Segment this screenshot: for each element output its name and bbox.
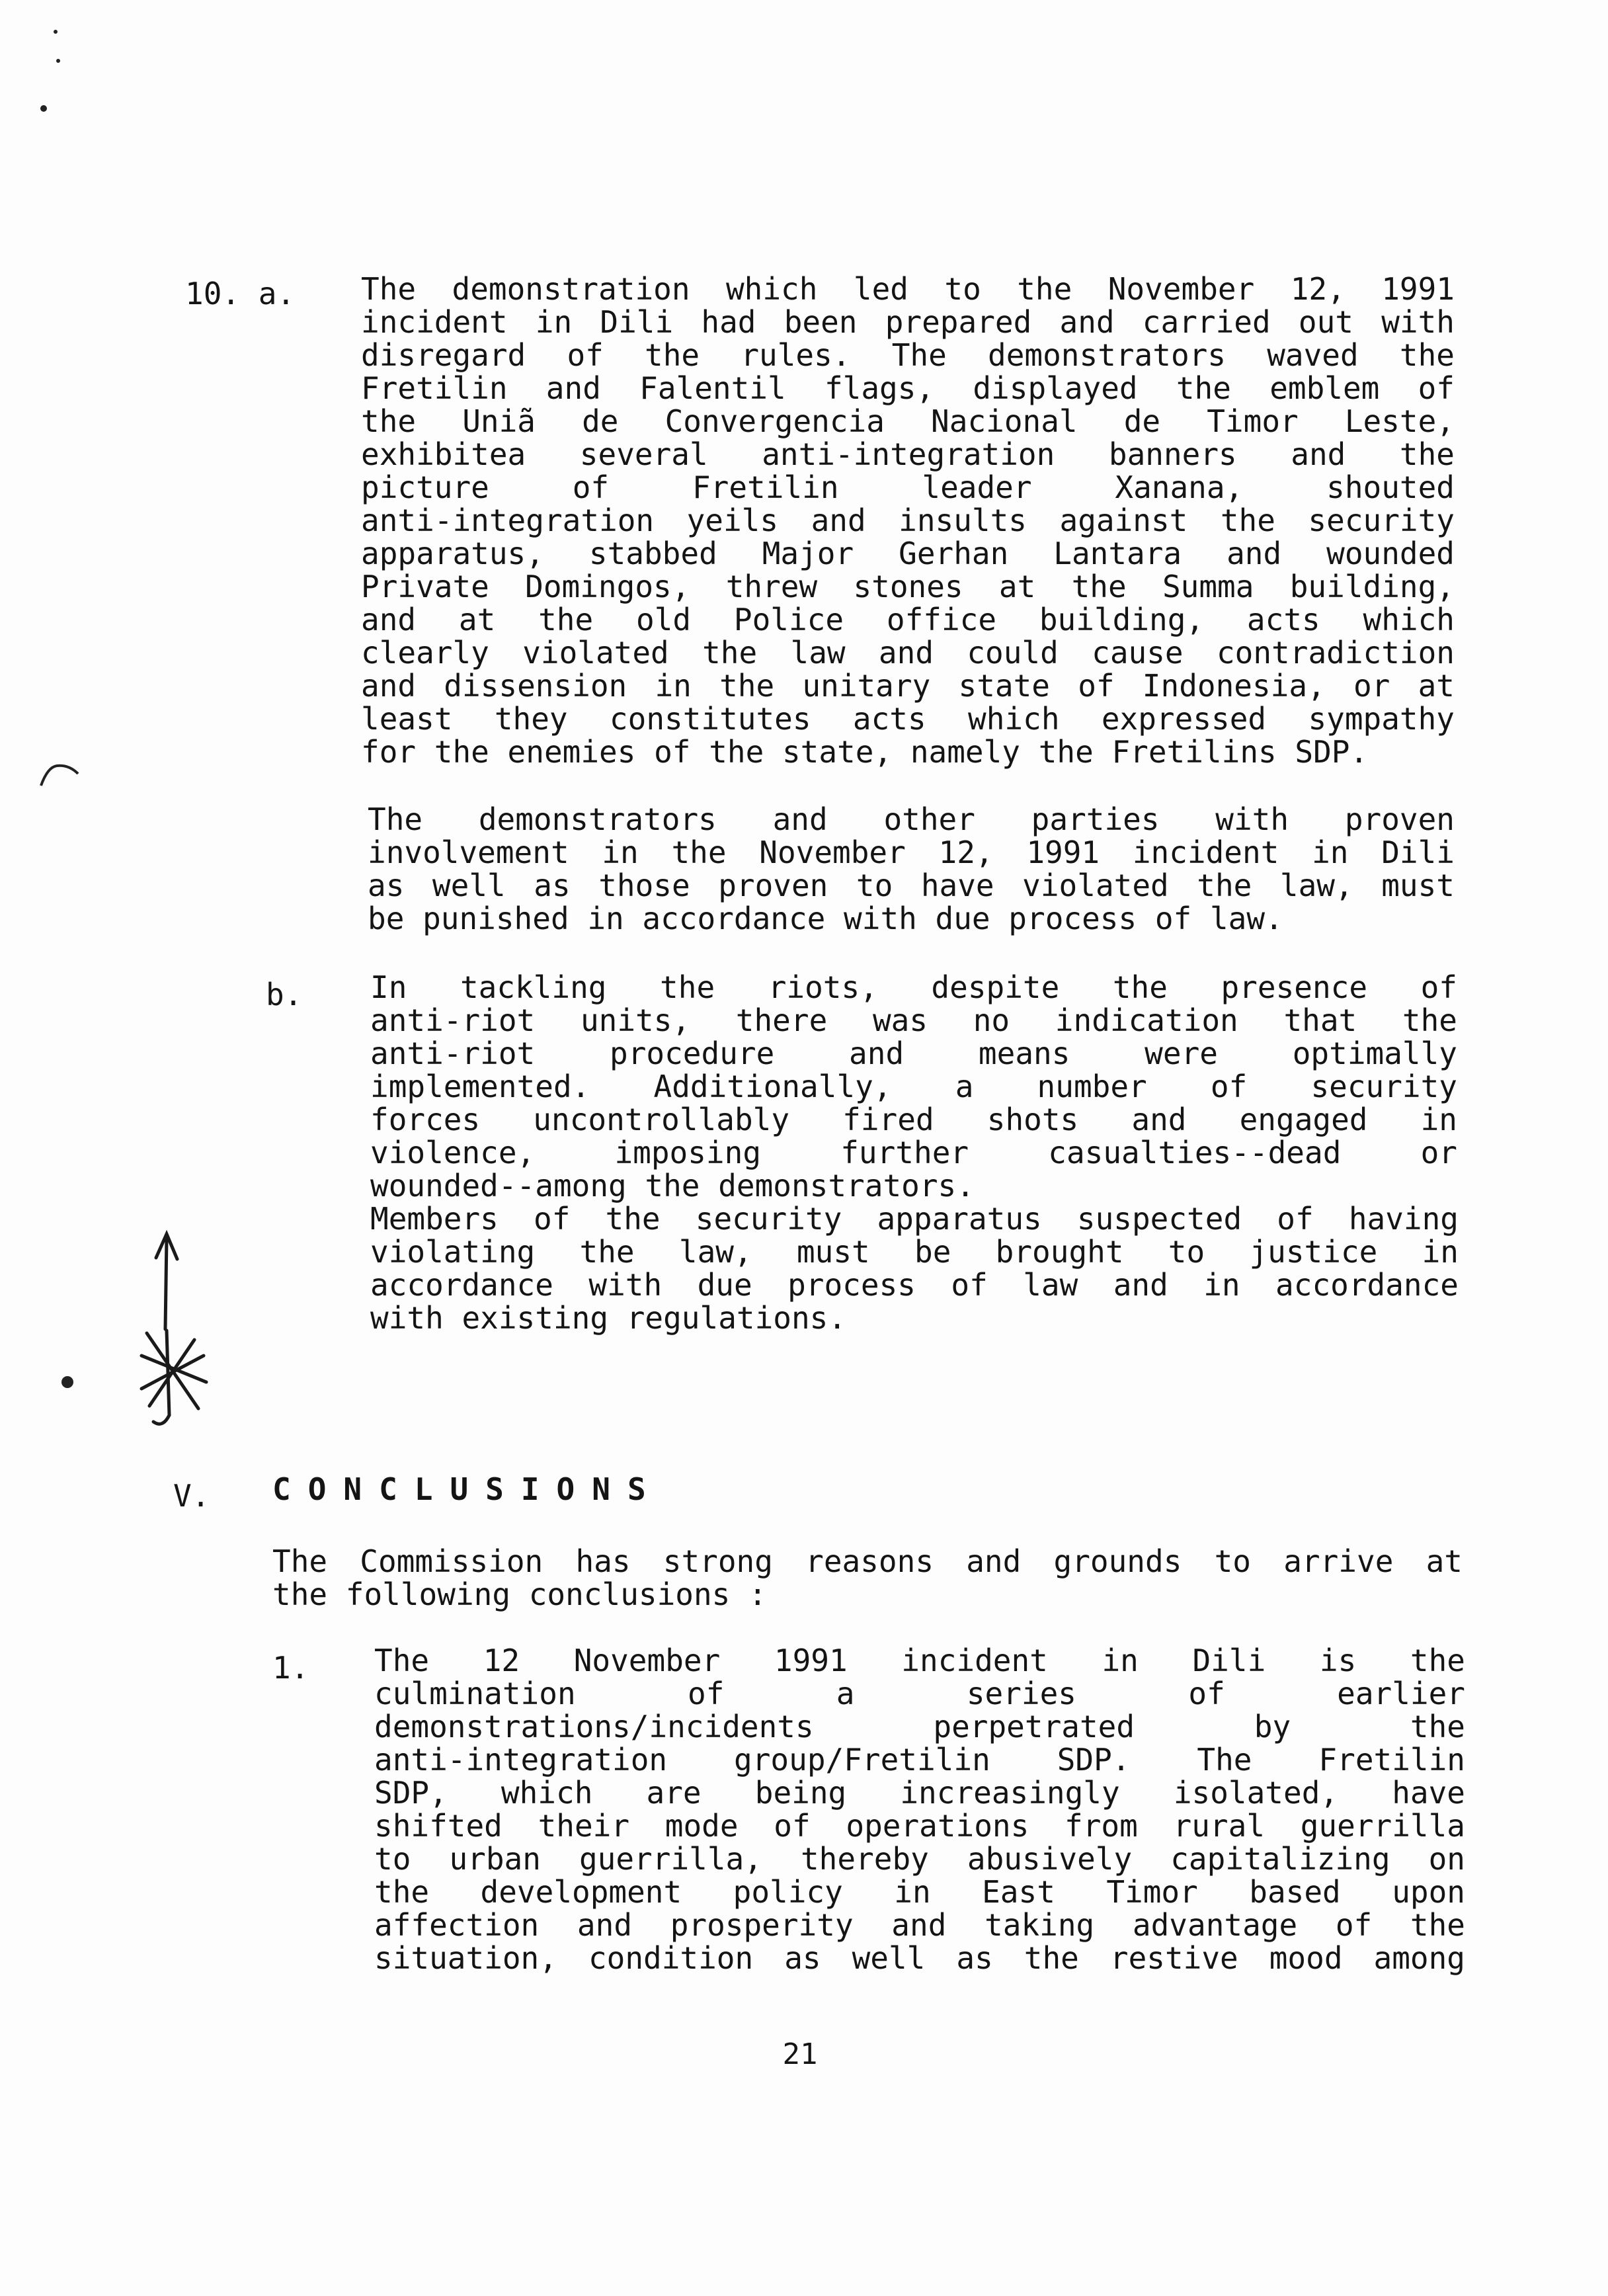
section-number-label: 10. a.: [185, 276, 296, 311]
text-line: clearly violated the law and could cause contradiction: [361, 635, 1455, 671]
text-line: apparatus, stabbed Major Gerhan Lantara and wounded: [361, 536, 1455, 571]
text-line: as well as those proven to have violated the law, must: [368, 868, 1455, 903]
text-line: accordance with due process of law and in accordance: [370, 1267, 1459, 1303]
asterisk-mark: [141, 1331, 206, 1424]
page-number: 21: [782, 2037, 818, 2071]
text-line: culmination of a series of earlier: [374, 1676, 1465, 1711]
text-line: Members of the security apparatus suspected of having: [370, 1201, 1459, 1237]
text-line: In tackling the riots, despite the presence of: [370, 969, 1457, 1005]
text-line: picture of Fretilin leader Xanana, shouted: [361, 470, 1455, 505]
text-line: to urban guerrilla, thereby abusively capitalizing on: [374, 1841, 1465, 1877]
text-line: with existing regulations.: [370, 1300, 847, 1336]
text-line: least they constitutes acts which expressed sympathy: [361, 701, 1455, 737]
paragraph-10a-continued: [368, 803, 1455, 935]
dot-marks: [40, 30, 73, 1388]
text-line: the Uniã de Convergencia Nacional de Timor Leste,: [361, 403, 1455, 439]
conclusions-intro: [272, 1545, 1463, 1611]
text-line: the following conclusions :: [272, 1577, 767, 1612]
text-line: be punished in accordance with due process of law.: [368, 901, 1283, 936]
text-line: violating the law, must be brought to justice in: [370, 1234, 1459, 1270]
text-line: wounded--among the demonstrators.: [370, 1168, 975, 1204]
text-line: The demonstrators and other parties with proven: [368, 801, 1455, 837]
text-line: for the enemies of the state, namely the Fretilins SDP.: [361, 734, 1369, 770]
text-line: forces uncontrollably fired shots and engaged in: [370, 1102, 1457, 1137]
text-line: affection and prosperity and taking advantage of the: [374, 1907, 1465, 1943]
arrow-up-mark: [156, 1234, 177, 1329]
paragraph-10a: [361, 272, 1455, 768]
item-b-label: b.: [266, 977, 303, 1012]
text-line: involvement in the November 12, 1991 incident in Dili: [368, 835, 1455, 870]
text-line: disregard of the rules. The demonstrators waved the: [361, 337, 1455, 373]
text-line: anti-riot units, there was no indication that the: [370, 1003, 1457, 1038]
text-line: and dissension in the unitary state of Indonesia, or at: [361, 668, 1455, 704]
paragraph-b: [370, 971, 1457, 1202]
section-roman-numeral: V.: [173, 1478, 210, 1514]
text-line: exhibitea several anti-integration banners and the: [361, 436, 1455, 472]
text-line: anti-integration yeils and insults against the security: [361, 503, 1455, 538]
text-line: the development policy in East Timor based upon: [374, 1874, 1465, 1910]
paragraph-b-continued: [370, 1202, 1459, 1334]
text-line: implemented. Additionally, a number of security: [370, 1069, 1457, 1104]
text-line: The Commission has strong reasons and grounds to arrive at: [272, 1543, 1463, 1579]
item-1-label: 1.: [272, 1650, 309, 1686]
tick-mark: [41, 766, 78, 786]
text-line: incident in Dili had been prepared and carried out with: [361, 304, 1455, 340]
text-line: anti-riot procedure and means were optimally: [370, 1036, 1457, 1071]
text-line: Fretilin and Falentil flags, displayed the emblem of: [361, 370, 1455, 406]
section-heading: CONCLUSIONS: [272, 1471, 663, 1507]
conclusion-item-1: [374, 1644, 1465, 1975]
text-line: and at the old Police office building, acts which: [361, 602, 1455, 637]
text-line: demonstrations/incidents perpetrated by the: [374, 1709, 1465, 1744]
text-line: The 12 November 1991 incident in Dili is the: [374, 1643, 1465, 1678]
text-line: SDP, which are being increasingly isolated, have: [374, 1775, 1465, 1811]
text-line: violence, imposing further casualties--dead or: [370, 1135, 1457, 1170]
text-line: anti-integration group/Fretilin SDP. The Fretilin: [374, 1742, 1465, 1778]
text-line: shifted their mode of operations from rural guerrilla: [374, 1808, 1465, 1844]
text-line: Private Domingos, threw stones at the Summa building,: [361, 569, 1455, 604]
text-line: The demonstration which led to the November 12, 1991: [361, 271, 1455, 307]
text-line: situation, condition as well as the restive mood among: [374, 1940, 1465, 1976]
